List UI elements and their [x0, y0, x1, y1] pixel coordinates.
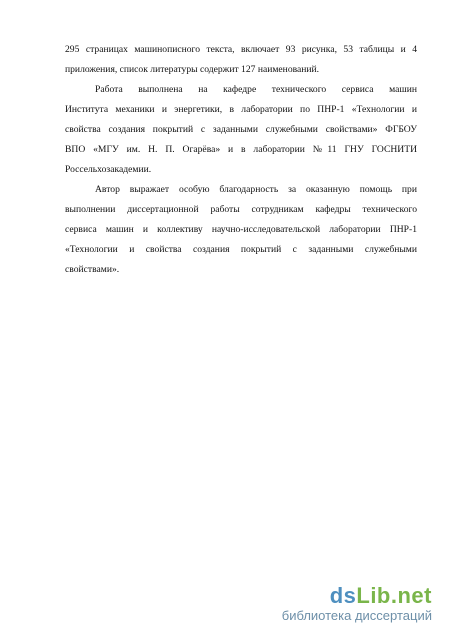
document-body — [65, 40, 417, 280]
text-line: выполнении диссертационной работы сотрудникам кафедры технического — [65, 204, 417, 215]
text-line: Автор выражает особую благодарность за оказанную помощь при — [95, 184, 417, 195]
text-line: Россельхозакадемии. — [65, 164, 152, 175]
text-line: ВПО «МГУ им. Н. П. Огарёва» и в лаборатории №11 ГНУ ГОСНИТИ — [65, 144, 417, 155]
text-line: «Технологии и свойства создания покрытий с заданными служебными — [65, 244, 417, 255]
text-line: Института механики и энергетики, в лаборатории по ПНР-1 «Технологии и — [65, 104, 417, 115]
text-line: свойства создания покрытий с заданными служебными свойствами» ФГБОУ — [65, 124, 417, 135]
text-line: приложения, список литературы содержит 127 наименований. — [65, 64, 320, 75]
text-line: Работа выполнена на кафедре технического сервиса машин — [95, 84, 417, 95]
text-line: сервиса машин и коллективу научно-исследовательской лаборатории ПНР-1 — [65, 224, 417, 235]
text-line: 295 страницах машинописного текста, включает 93 рисунка, 53 таблицы и 4 — [65, 44, 417, 55]
dslib-watermark — [282, 584, 432, 624]
dslib-logo: dsLib.net — [329, 583, 432, 608]
text-line: свойствами». — [65, 264, 120, 275]
paragraph-2 — [65, 80, 417, 180]
paragraph-3 — [65, 180, 417, 280]
paragraph-1 — [65, 40, 417, 80]
watermark-subtitle: библиотека диссертаций — [281, 608, 432, 623]
